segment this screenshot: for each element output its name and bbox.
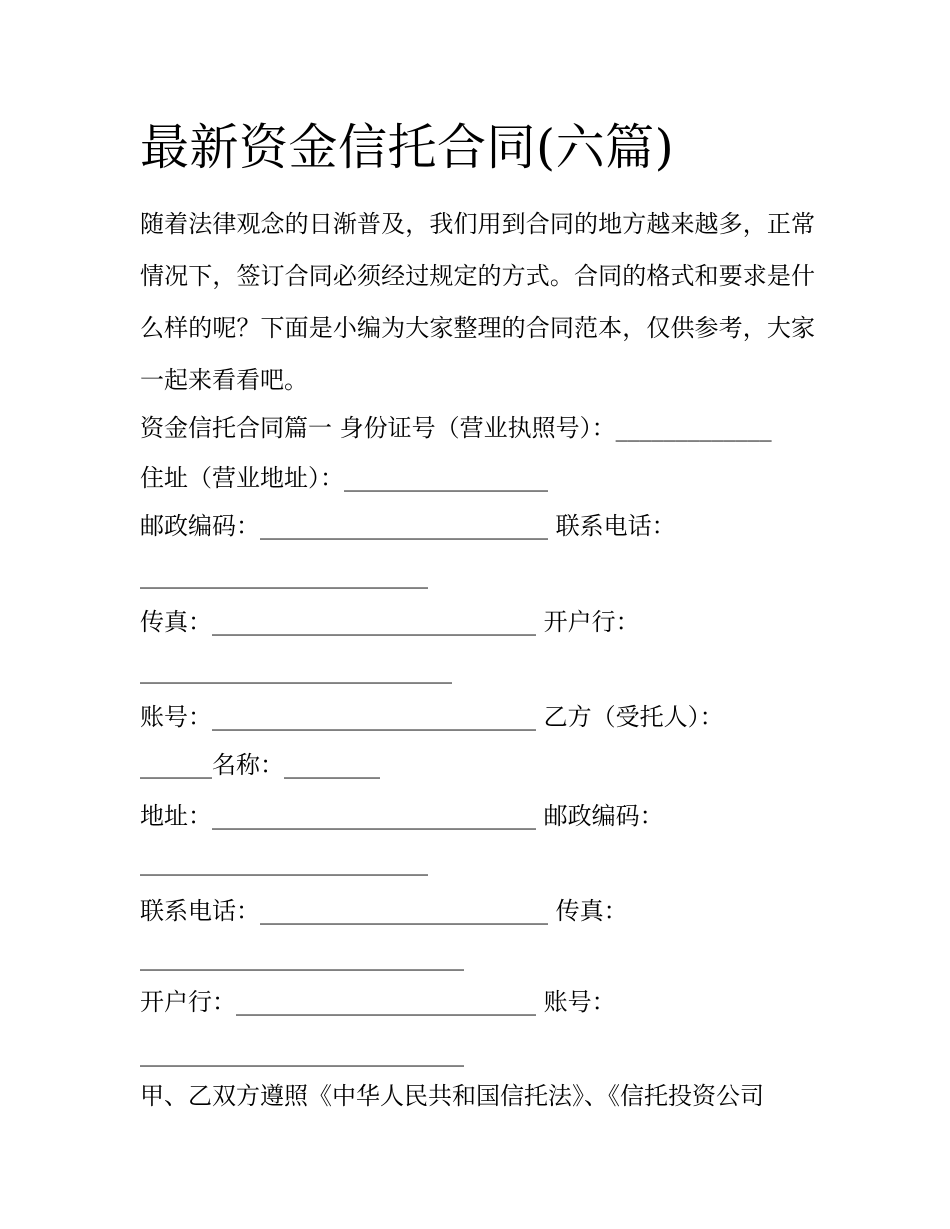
line-fax-blank: ___________________________: [140, 943, 464, 971]
line-account-blank: ___________________________: [140, 1039, 464, 1067]
line-legal-basis: 甲、乙双方遵照《中华人民共和国信托法》、《信托投资公司: [140, 1082, 764, 1110]
line-address: 住址（营业地址）：_________________: [140, 464, 548, 492]
line-postcode-blank: ________________________: [140, 848, 428, 876]
line-phone-fax: 联系电话：________________________ 传真：: [140, 897, 628, 925]
intro-paragraph: 随着法律观念的日渐普及，我们用到合同的地方越来越多，正常情况下，签订合同必须经过规定的方式。合同的格式和要求是什么样的呢？下面是小编为大家整理的合同范本，仅供参考，大家一起来看看吧。: [140, 210, 815, 394]
line-id-number: 资金信托合同篇一 身份证号（营业执照号）：_____________: [140, 414, 772, 442]
line-name: ______名称：________: [140, 751, 380, 779]
line-bank-account: 开户行：_________________________ 账号：: [140, 988, 616, 1016]
line-bank-blank: __________________________: [140, 656, 452, 684]
line-fax-bank: 传真：___________________________ 开户行：: [140, 608, 640, 636]
line-account-trustee: 账号：___________________________ 乙方（受托人）：: [140, 703, 724, 731]
line-address-postcode: 地址：___________________________ 邮政编码：: [140, 802, 664, 830]
line-phone-blank: ________________________: [140, 561, 428, 589]
line-postcode-phone: 邮政编码：________________________ 联系电话：: [140, 512, 676, 540]
document-title: 最新资金信托合同(六篇): [140, 119, 675, 176]
